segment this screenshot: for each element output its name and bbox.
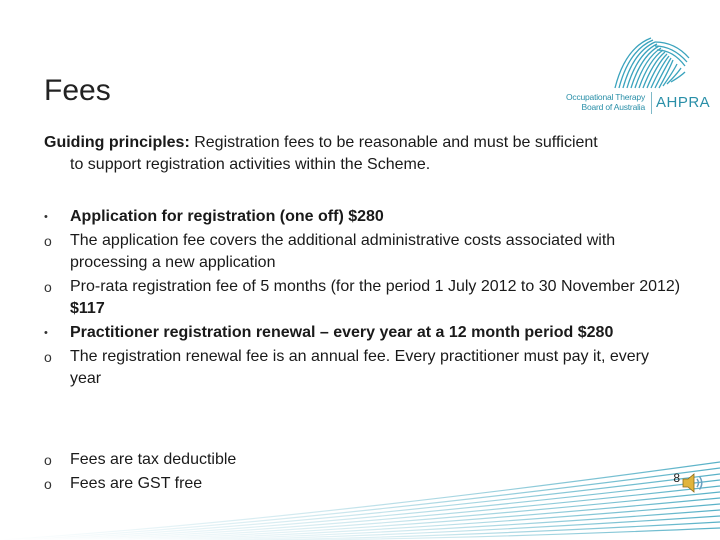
speaker-icon[interactable] (680, 470, 706, 496)
bullet-marker: o (44, 233, 52, 249)
logo (555, 28, 715, 118)
logo-board-name: Occupational Therapy Board of Australia (565, 92, 645, 112)
principles-text-1: Registration fees to be reasonable and must be sufficient (189, 134, 598, 151)
pro-rata-amount: $117 (70, 300, 105, 317)
list-item: o Fees are tax deductible (44, 449, 684, 471)
slide-title: Fees (44, 74, 111, 107)
list-item: o Pro-rata registration fee of 5 months (for the period 1 July 2012 to 30 November 2012) $117 (44, 278, 681, 317)
list-item: o Fees are GST free (44, 473, 684, 495)
principles-text-2: to support registration activities within the Scheme. (70, 156, 431, 173)
logo-divider (651, 92, 652, 114)
logo-arc-icon (555, 28, 715, 98)
logo-ahpra: AHPRA (656, 94, 711, 111)
list-item: • Practitioner registration renewal – every year at a 12 month period $280 (44, 322, 684, 344)
bullet-marker: • (44, 211, 48, 223)
bullet-marker: • (44, 327, 48, 339)
page-number: 8 (673, 471, 680, 485)
guiding-principles (44, 132, 684, 176)
bullet-marker: o (44, 476, 52, 492)
fee-bullet-list (44, 206, 684, 392)
bullet-marker: o (44, 349, 52, 365)
list-item: o The application fee covers the additional administrative costs associated with processing a new application (44, 232, 616, 271)
list-item: o The registration renewal fee is an annual fee. Every practitioner must pay it, every year (44, 348, 649, 387)
principles-lead: Guiding principles: (44, 134, 190, 151)
list-item: • Application for registration (one off) $280 (44, 206, 684, 228)
tax-bullet-list (44, 449, 684, 497)
bullet-marker: o (44, 279, 52, 295)
bullet-marker: o (44, 452, 52, 468)
